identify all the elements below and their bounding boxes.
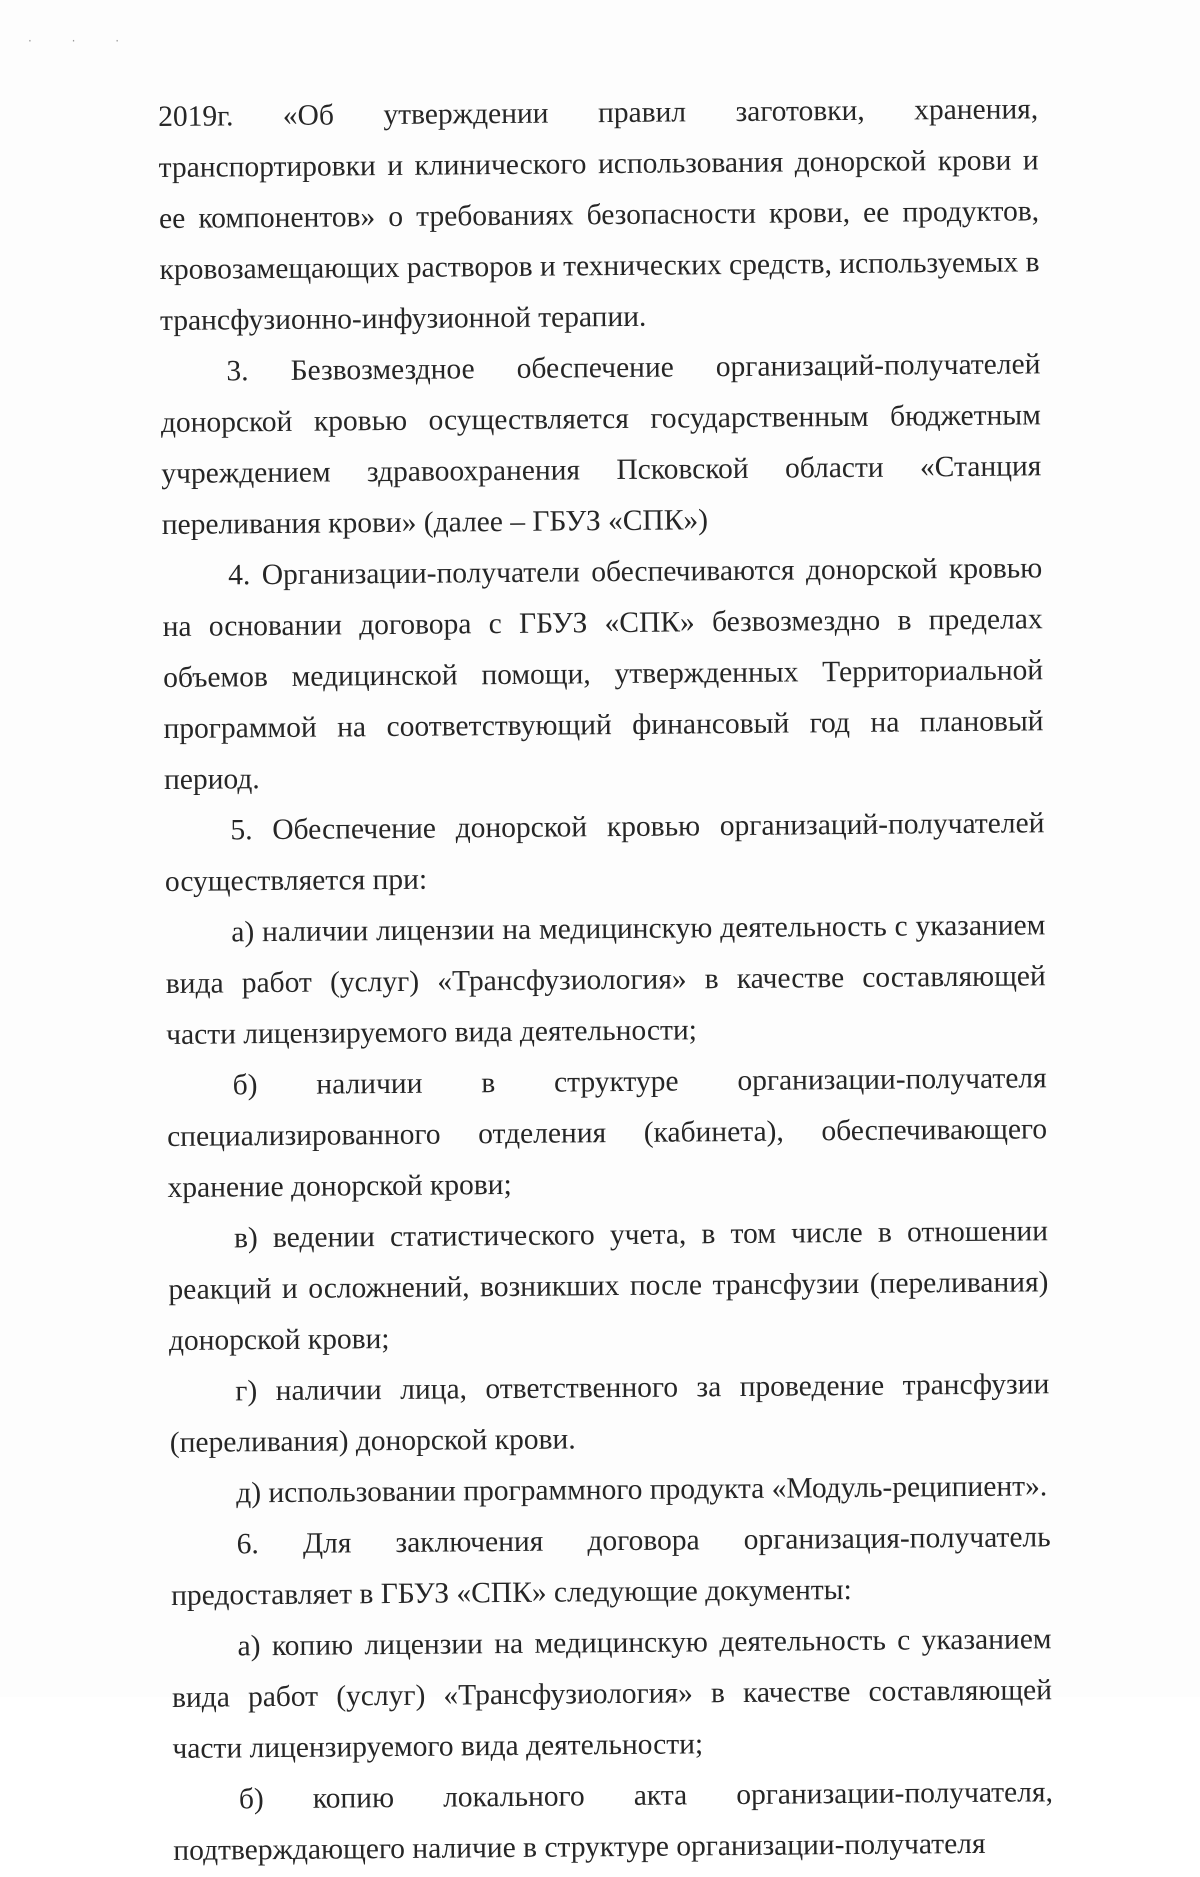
- paragraph-item-5c: в) ведении статистического учета, в том числе в отношении реакций и осложнений, возникших после трансфузии (переливания) донорской крови;: [168, 1215, 1049, 1357]
- paragraph-item-4: 4. Организации-получатели обеспечиваются донорской кровью на основании договора с ГБУЗ «СПК» безвозмездно в пределах объемов медицинской помощи, утвержденных Территориальной программой на соответствующий финансовый год на плановый период.: [162, 552, 1044, 796]
- paragraph-item-5a: а) наличии лицензии на медицинскую деятельность с указанием вида работ (услуг) «Трансфузиология» в качестве составляющей части лицензируемого вида деятельности;: [165, 909, 1046, 1051]
- paragraph-item-5e: д) использовании программного продукта «Модуль-реципиент».: [236, 1470, 1048, 1510]
- paragraph-item-6a: а) копию лицензии на медицинскую деятельность с указанием вида работ (услуг) «Трансфузиология» в качестве составляющей части лицензируемого вида деятельности;: [171, 1623, 1053, 1765]
- scan-marks: · · ·: [28, 34, 138, 48]
- paragraph-regulation-continuation: 2019г. «Об утверждении правил заготовки, хранения, транспортировки и клинического использования донорской крови и ее компонентов» о требованиях безопасности крови, ее продуктов, кровозамещающих растворов и технических средств, используемых в трансфузионно-инфузионной терапии.: [158, 93, 1040, 337]
- paragraph-item-5b: б) наличии в структуре организации-получателя специализированного отделения (кабинета), обеспечивающего хранение донорской крови;: [166, 1062, 1048, 1204]
- paragraph-item-5: 5. Обеспечение донорской кровью организаций-получателей осуществляется при:: [164, 807, 1045, 898]
- paragraph-item-6: 6. Для заключения договора организация-получатель предоставляет в ГБУЗ «СПК» следующие документы:: [170, 1521, 1051, 1612]
- paragraph-item-6b: б) копию локального акта организации-получателя, подтверждающего наличие в структуре организации-получателя: [173, 1776, 1054, 1867]
- paragraph-item-3: 3. Безвозмездное обеспечение организаций-получателей донорской кровью осуществляется государственным бюджетным учреждением здравоохранения Псковской области «Станция переливания крови» (далее – ГБУЗ «СПК»): [160, 348, 1042, 541]
- document-body: [158, 84, 1054, 1877]
- paragraph-item-5d: г) наличии лица, ответственного за проведение трансфузии (переливания) донорской крови.: [169, 1368, 1050, 1459]
